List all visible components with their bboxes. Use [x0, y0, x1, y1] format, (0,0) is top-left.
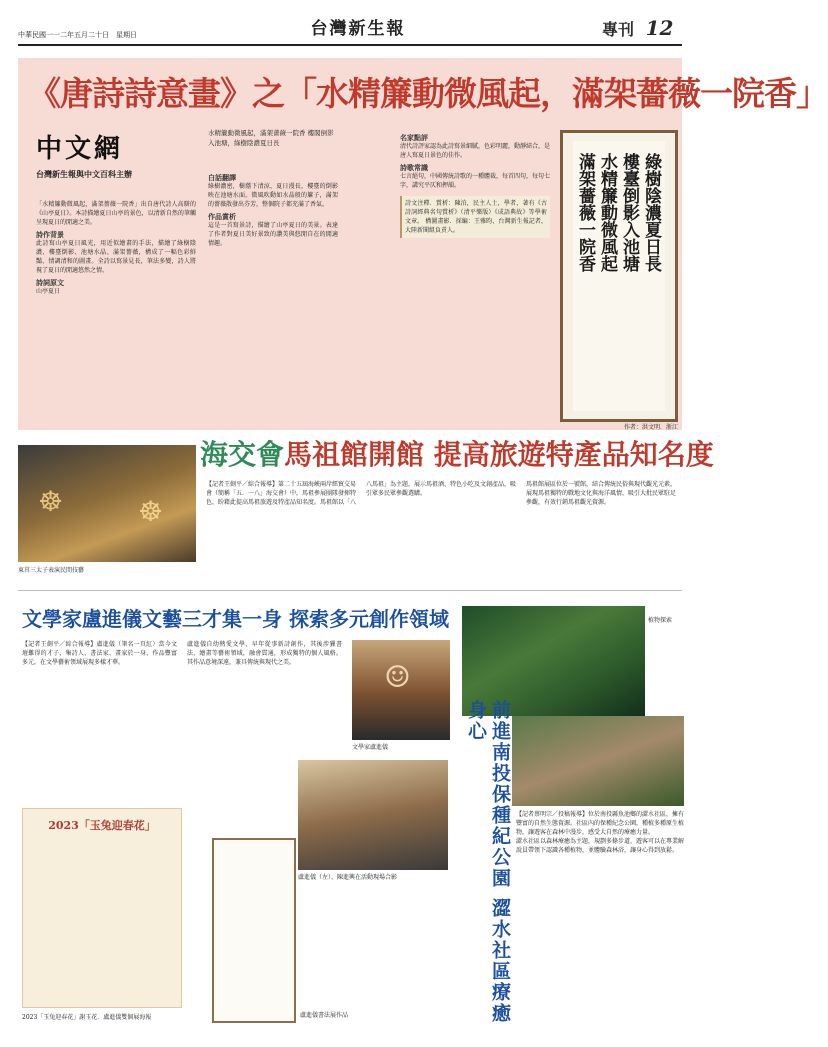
newspaper-logo: 台灣新生報	[310, 19, 406, 39]
article4-body	[516, 810, 684, 1020]
chinese-net-logo-text: 中文網	[36, 134, 124, 164]
performer-figure-icon: ☸	[138, 495, 164, 528]
section-heading-appreciation: 作品賞析	[208, 212, 236, 221]
article2-body	[206, 480, 676, 582]
note-text: 清代詩評家認為此詩寫景細膩，色彩明麗，動靜結合，是唐人寫夏日景色的佳作。	[400, 143, 551, 159]
section-heading-background: 詩作背景	[36, 230, 64, 239]
section-heading-note: 名家點評	[400, 133, 428, 142]
meeting-photo-caption: 盧進儀（左）、陳進興在活動現場合影	[298, 874, 398, 881]
section-heading-poem: 詩詞原文	[36, 278, 64, 287]
calligraphy-paper	[573, 141, 665, 411]
article3-title: 文學家盧進儀文藝三才集一身 探索多元創作領域	[22, 607, 449, 631]
form-text: 七言絕句，中國傳統詩歌的一種體裁，每首四句，每句七字，講究平仄和押韻。	[400, 173, 551, 189]
appreciation-text: 這是一首寫景詩，描繪了山亭夏日的美景。表達了作者對夏日美好景致的讚美與悠閒自在的閒適情趣。	[208, 222, 338, 247]
section-heading-translation: 白話翻譯	[208, 173, 236, 182]
temple-photo-caption: 東莒三太子表演民間技藝	[18, 567, 85, 574]
calligraphy-column: 綠樹陰濃夏日長	[641, 153, 661, 272]
credits-box	[400, 196, 550, 238]
masthead-date: 中華民國一一二年五月二十日 星期日	[18, 31, 137, 39]
performer-figure-icon: ☸	[38, 485, 64, 518]
article1-col1	[36, 200, 196, 422]
article4-text2: 澀水社區以森林療癒為主題，規劃多條步道，遊客可以在專業解說員帶領下認識各種植物，並體驗森林浴，讓身心得到放鬆。	[516, 838, 685, 854]
calligraphy-column: 滿架薔薇一院香	[575, 153, 595, 272]
exhibition-poster	[22, 808, 182, 1008]
chinese-net-logo	[36, 128, 196, 188]
credits-text: 詩文注釋．賞析：陳泊，民主人士，學者，著有《古詩詞經典名句賞析》（清平樂版）《成語典故》等學術文章。 構圖畫影．採編：王雅昀，台灣新生報記者，大陸新聞組負責人。	[405, 200, 547, 234]
section-divider	[18, 590, 682, 591]
article2-title-green: 海交會	[200, 438, 285, 471]
article4-title: 前進南投保種紀公園 澀水社區療癒身心	[465, 700, 511, 1024]
calligraphy-scroll	[560, 130, 678, 422]
painting-caption: 作者：洪文明．浙江	[623, 424, 678, 431]
temple-photo	[18, 445, 196, 562]
article1-background-text: 此詩寫山亭夏日風光，用近似繪畫的手法，描繪了綠樹陰濃、樓臺倒影、池塘水晶、滿架薔薇，構成了一幅色彩鮮豔、情調清和的圖畫。全詩以寫景見長，筆法多變，詩人將視了夏日的閒適悠然之情。	[36, 240, 196, 274]
poem-title: 山亭夏日	[36, 288, 61, 295]
poem-box: 水精簾動微風起，滿架薔薇一院香 樓閣倒影入池塘，綠樹陰濃夏日長	[208, 129, 334, 147]
portrait-caption: 文學家盧進儀	[352, 744, 389, 751]
article4-text: 【記者蔡明宗／投稿報導】位於南投縣魚池鄉的澀水社區，擁有豐富的自然生態資源。社區內的保種紀念公園，種植多種原生植物，讓遊客在森林中漫步，感受大自然的療癒力量。	[516, 811, 685, 836]
person-icon: ☺	[384, 660, 411, 695]
translation-text: 綠樹濃密，樹蔭下清涼，夏日漫長，樓臺的倒影映在池塘水面。微風吹動如水晶般的簾子，滿架的薔薇散發出芬芳，整個院子都充滿了香氣。	[208, 183, 338, 208]
article3-text: 【記者王劍平／綜合報導】盧進儀（筆名一頁紅）當今文壇難得的才子，集詩人、書法家、畫家於一身，作品豐富多元，在文學藝術領域展現多樣才華。	[22, 641, 177, 666]
poster-caption: 2023「玉兔迎春花」謝玉花．盧進儀雙個展海報	[22, 1014, 152, 1021]
section-label	[602, 16, 673, 40]
chinese-net-logo-sub: 台灣新生報與中文百科主辦	[36, 170, 132, 179]
article3-body	[22, 640, 342, 800]
article2-text2: 馬祖館展區位於一號館，結合傳統民俗與現代觀光元素，展現馬祖獨特的戰地文化與海洋風情，吸引大批民眾駐足參觀，有效行銷馬祖觀光資源。	[526, 481, 677, 506]
group-photo	[512, 716, 684, 806]
calligraphy-caption: 盧進儀書法展作品	[300, 1012, 349, 1019]
article3-text2: 盧進儀自幼熱愛文學，早年從事新詩創作，其後涉獵書法、繪畫等藝術領域，融會貫通，形成獨特的個人風格。其作品意境深遠，兼具傳統與現代之美。	[187, 641, 342, 666]
article2-title	[200, 436, 714, 474]
article1-col2	[208, 170, 338, 422]
article2-title-red: 馬祖館開館 提高旅遊特產品知名度	[284, 438, 714, 471]
forest-photo-caption: 植物探索	[648, 617, 673, 624]
section-heading-form: 詩歌常識	[400, 163, 428, 172]
calligraphy-column: 樓臺倒影入池塘	[619, 153, 639, 272]
portrait-photo	[352, 640, 450, 740]
section-name: 專刊	[602, 20, 635, 39]
article1-title: 《唐詩詩意畫》之「水精簾動微風起，滿架薔薇一院香」	[28, 74, 828, 113]
article2-text: 【記者王劍平／綜合報導】第二十五屆海峽兩岸經貿交易會（簡稱「五．一八」海交會）中，馬祖參展團隊發揮特色，盼藉此提高馬祖旅遊及特產品知名度。馬祖館以「八八馬祖」為主題，展示馬祖酒、特色小吃及文創產品，吸引眾多民眾參觀選購。	[206, 481, 517, 506]
article1-col3	[400, 130, 550, 420]
calligraphy-column: 水精簾動微風起	[597, 153, 617, 272]
calligraphy-work	[212, 838, 296, 1023]
page-number: 12	[645, 16, 674, 40]
article1-intro: 「水精簾動微風起，滿架薔薇一院香」出自唐代詩人高駢的《山亭夏日》。本詩描繪夏日山亭的景色，以清新自然的筆觸呈現夏日的閒適之美。	[36, 201, 196, 226]
meeting-photo	[298, 760, 448, 870]
header-rule	[18, 44, 682, 46]
poster-title: 2023「玉兔迎春花」	[48, 819, 156, 832]
